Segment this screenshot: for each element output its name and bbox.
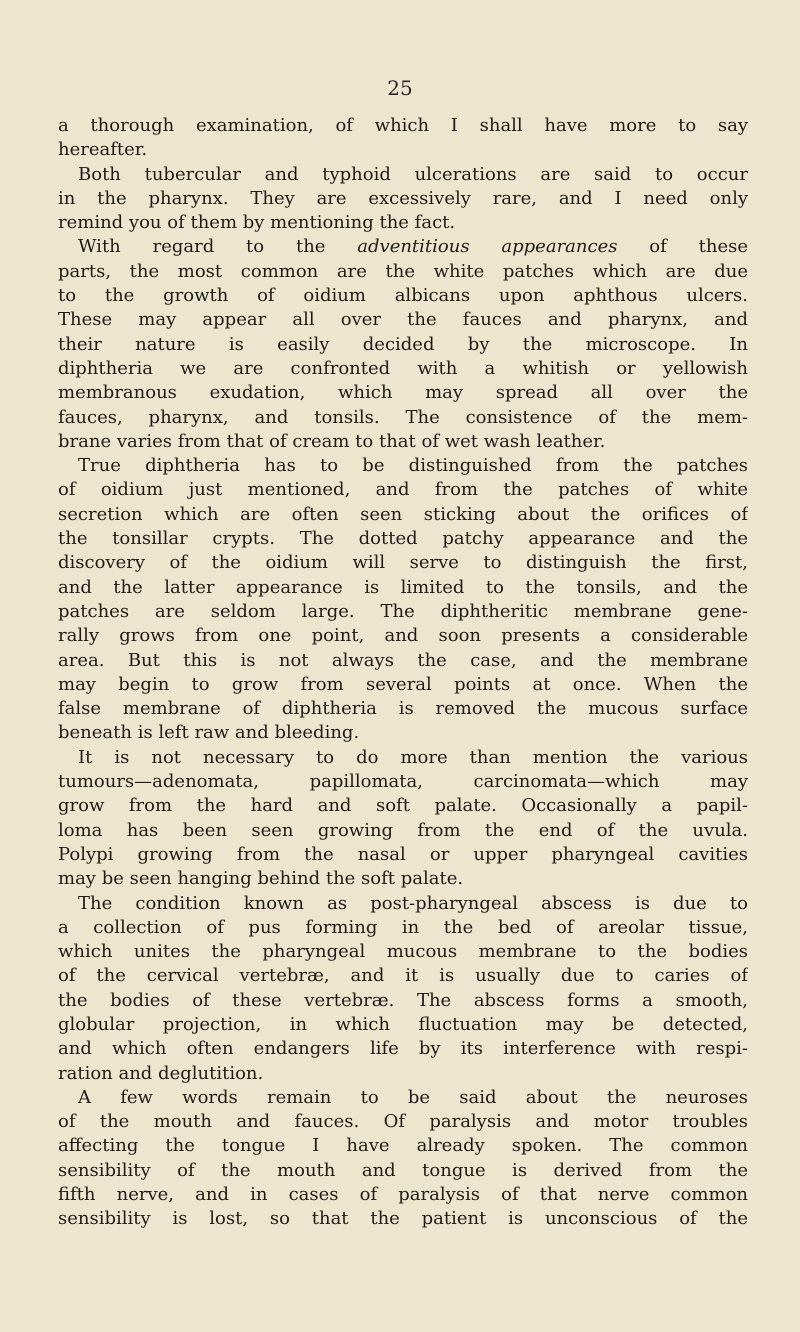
- page-number: 25: [387, 76, 413, 100]
- text-line: parts, the most common are the white patches which are due: [58, 260, 748, 282]
- text-line: secretion which are often seen sticking about the orifices of: [58, 503, 748, 525]
- text-line: and the latter appearance is limited to the tonsils, and the: [58, 576, 748, 598]
- text-line: True diphtheria has to be distinguished from the patches: [78, 455, 748, 477]
- text-line: sensibility is lost, so that the patient is unconscious of the: [58, 1208, 748, 1230]
- text-line: It is not necessary to do more than mention the various: [78, 746, 748, 768]
- text-fragment: With regard to the: [78, 236, 358, 258]
- text-line: rally grows from one point, and soon presents a considerable: [58, 625, 748, 647]
- text-line: globular projection, in which fluctuation may be detected,: [58, 1013, 748, 1035]
- text-line: discovery of the oidium will serve to distinguish the first,: [58, 552, 748, 574]
- text-line: A few words remain to be said about the neuroses: [78, 1086, 748, 1108]
- text-line: [58, 235, 748, 259]
- text-line: may begin to grow from several points at once. When the: [58, 673, 748, 695]
- text-line: affecting the tongue I have already spoken. The common: [58, 1135, 748, 1157]
- text-line: a collection of pus forming in the bed of areolar tissue,: [58, 916, 748, 938]
- text-line: which unites the pharyngeal mucous membrane to the bodies: [58, 941, 748, 963]
- text-line: sensibility of the mouth and tongue is derived from the: [58, 1159, 748, 1181]
- text-fragment: of these: [617, 236, 748, 258]
- italic-phrase: adventitious appearances: [357, 236, 618, 258]
- text-line: the tonsillar crypts. The dotted patchy appearance and the: [58, 528, 748, 550]
- text-line: hereafter.: [58, 139, 148, 161]
- text-line: Both tubercular and typhoid ulcerations are said to occur: [78, 163, 748, 185]
- text-line: beneath is left raw and bleeding.: [58, 722, 360, 744]
- text-line: diphtheria we are confronted with a whitish or yellowish: [58, 357, 748, 379]
- text-line: ration and deglutition.: [58, 1062, 264, 1084]
- text-line: Polypi growing from the nasal or upper pharyngeal cavities: [58, 843, 748, 865]
- text-line: of the mouth and fauces. Of paralysis and motor troubles: [58, 1111, 748, 1133]
- text-line: to the growth of oidium albicans upon aphthous ulcers.: [58, 285, 748, 307]
- text-line: of the cervical vertebræ, and it is usually due to caries of: [58, 965, 748, 987]
- text-line: fifth nerve, and in cases of paralysis of that nerve common: [58, 1184, 748, 1206]
- text-line: area. But this is not always the case, and the membrane: [58, 649, 748, 671]
- text-line: tumours—adenomata, papillomata, carcinomata—which may: [58, 771, 748, 793]
- text-line: their nature is easily decided by the microscope. In: [58, 333, 748, 355]
- text-line: remind you of them by mentioning the fact.: [58, 212, 456, 234]
- text-line: and which often endangers life by its interference with respi-: [58, 1038, 748, 1060]
- text-line: a thorough examination, of which I shall have more to say: [58, 115, 748, 136]
- text-line: fauces, pharynx, and tonsils. The consistence of the mem-: [58, 406, 748, 428]
- text-line: grow from the hard and soft palate. Occasionally a papil-: [58, 795, 748, 817]
- text-line: brane varies from that of cream to that of wet wash leather.: [58, 430, 606, 452]
- text-line: false membrane of diphtheria is removed the mucous surface: [58, 698, 748, 720]
- text-line: membranous exudation, which may spread all over the: [58, 382, 748, 404]
- text-line: The condition known as post-pharyngeal abscess is due to: [78, 892, 748, 914]
- text-line: in the pharynx. They are excessively rare, and I need only: [58, 187, 748, 209]
- text-line: loma has been seen growing from the end of the uvula.: [58, 819, 748, 841]
- text-line: may be seen hanging behind the soft palate.: [58, 868, 464, 890]
- text-line: the bodies of these vertebræ. The abscess forms a smooth,: [58, 989, 748, 1011]
- text-line: of oidium just mentioned, and from the patches of white: [58, 479, 748, 501]
- body-text: [58, 114, 748, 1232]
- text-line: patches are seldom large. The diphtheritic membrane gene-: [58, 600, 748, 622]
- text-line: These may appear all over the fauces and pharynx, and: [58, 309, 748, 331]
